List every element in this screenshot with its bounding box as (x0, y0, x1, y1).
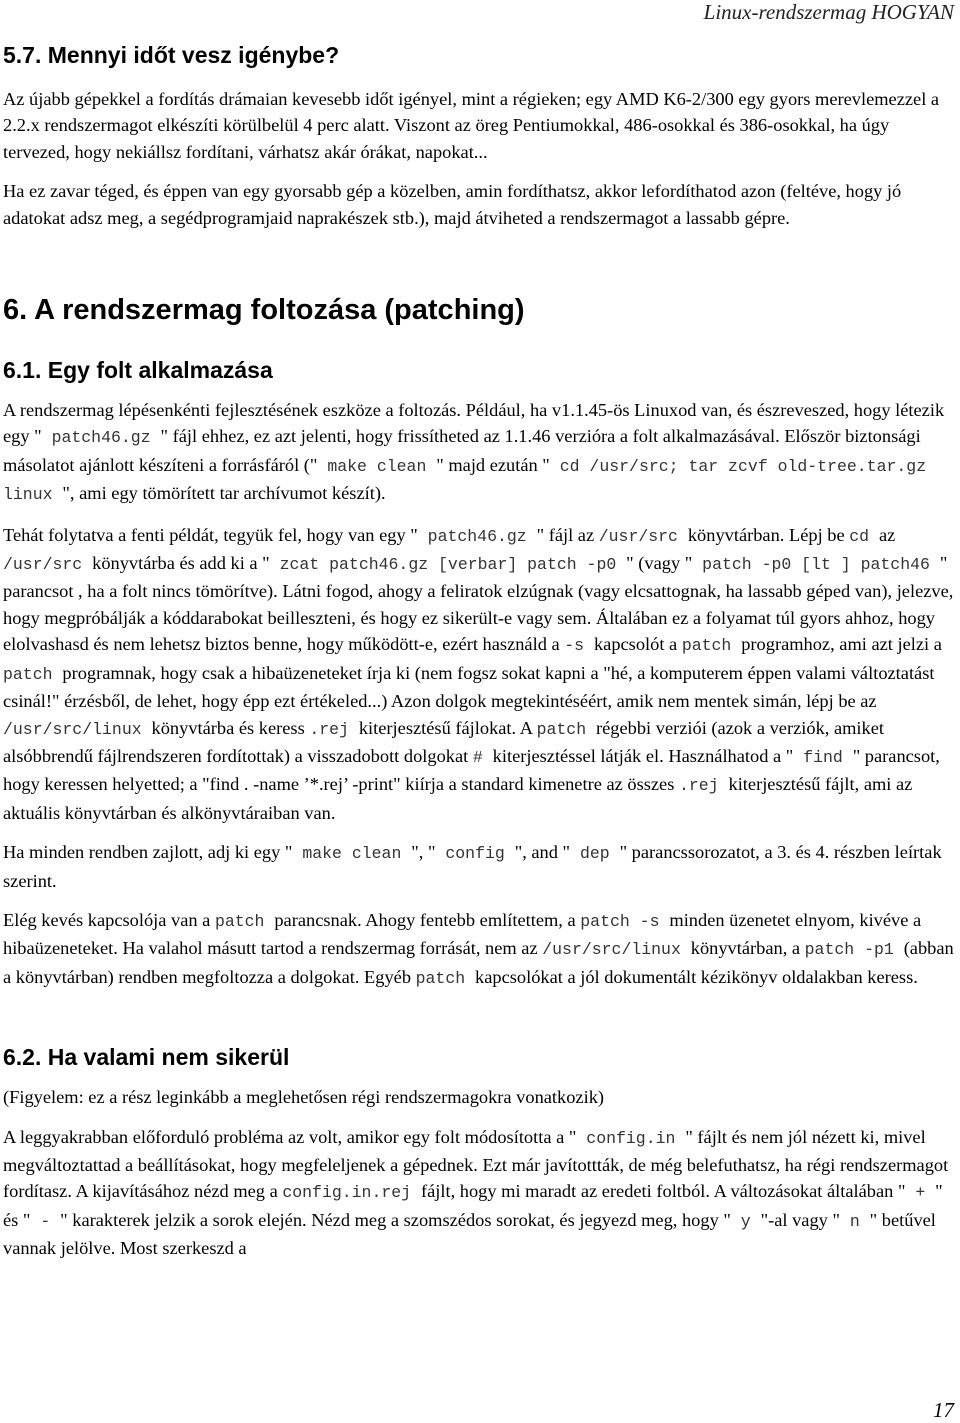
section-5-7-paragraph-1: Az újabb gépekkel a fordítás drámaian kevesebb időt igényel, mint a régieken; egy AMD K6-2/300 egy gyors merevlemezzel a 2.2.x rendszermagot elkészíti körülbelül 4 perc alatt. Viszont az öreg Pentiumokkal, 486-osokkal és 386-osokkal, ha úgy tervezed, hogy nekiállsz fordítani, várhatsz akár órákat, napokat... (3, 89, 940, 162)
inline-code: /usr/src/linux (3, 719, 152, 739)
page-content (3, 40, 958, 1275)
inline-code: dep (570, 844, 620, 864)
section-6-1-paragraph-1: A rendszermag lépésenkénti fejlesztésének eszköze a foltozás. Például, ha v1.1.45-ös Linuxod van, és észreveszed, hogy létezik egy " patch46.gz " fájl ehhez, ez azt jelenti, hogy frissítheted az 1.1.46 verzióra a folt alkalmazásával. Először biztonsági másolatot ajánlott készíteni a forrásfáról (" make clean " majd ezután " cd /usr/src; tar zcvf old-tree.tar.gz linux ", ami egy tömörített tar archívumot készít). (3, 400, 945, 505)
chapter-6-heading: 6. A rendszermag foltozása (patching) (3, 294, 525, 327)
inline-code: config.in.rej (282, 1183, 421, 1203)
inline-code: n (839, 1211, 870, 1231)
inline-code: patch (681, 636, 742, 656)
inline-code: /usr/src (598, 526, 688, 546)
inline-code: patch46.gz (417, 526, 537, 546)
section-6-1-paragraph-3: Ha minden rendben zajlott, adj ki egy " make clean ", " config ", and " dep " parancssorozatot, a 3. és 4. részben leírtak szerint. (3, 842, 942, 891)
section-6-1-paragraph-4: Elég kevés kapcsolója van a patch parancsnak. Ahogy fentebb említettem, a patch -s minden üzenetet elnyom, kivéve a hibaüzeneteket. Ha valahol másutt tartod a rendszermag forrását, nem az /usr/src/linux könyvtárban, a patch -p1 (abban a könyvtárban) rendben megfoltozza a dolgokat. Egyéb patch kapcsolókat a jól dokumentált kézikönyv oldalakban keress. (3, 909, 954, 988)
inline-code: make clean (292, 844, 412, 864)
section-6-2-paragraph-2: A leggyakrabban előforduló probléma az volt, amikor egy folt módosította a " config.in " fájlt és nem jól nézett ki, mivel megváltoztattad a beállításokat, hogy megfeleljenek a gépednek. Ezt már javítottták, de még belefuthatsz, ha régi rendszermagot fordítasz. A kijavításához nézd meg a config.in.rej fájlt, hogy mi maradt az eredeti foltból. A változásokat általában " + " és " - " karakterek jelzik a sorok elején. Nézd meg a szomszédos sorokat, és jegyezd meg, hogy " y "-al vagy " n " betűvel vannak jelölve. Most szerkeszd a (3, 1126, 949, 1259)
inline-code: .rej (678, 776, 729, 796)
inline-code: zcat patch46.gz [verbar] patch -p0 (269, 555, 627, 575)
inline-code: /usr/src/linux (542, 940, 691, 960)
inline-code: patch (3, 664, 63, 684)
inline-code: /usr/src (3, 555, 93, 575)
inline-code: patch (214, 911, 275, 931)
inline-code: cd (849, 526, 879, 546)
inline-code: .rej (309, 719, 359, 739)
inline-code: -s (564, 636, 594, 656)
inline-code: # (472, 747, 493, 767)
inline-code: patch46.gz (41, 428, 161, 448)
inline-code: cd /usr/src; tar zcvf old-tree.tar.gz linux (3, 456, 927, 505)
inline-code: - (30, 1211, 61, 1231)
section-5-7-heading: 5.7. Mennyi időt vesz igénybe? (3, 42, 340, 68)
running-header: Linux-rendszermag HOGYAN (703, 0, 954, 24)
inline-code: y (730, 1211, 761, 1231)
page-number: 17 (933, 1398, 954, 1422)
section-6-1-paragraph-2: Tehát folytatva a fenti példát, tegyük fel, hogy van egy " patch46.gz " fájl az /usr/src könyvtárban. Lépj be cd az /usr/src könyvtárba és add ki a " zcat patch46.gz [verbar] patch -p0 " (vagy " patch -p0 [lt ] patch46 " parancsot , ha a folt nincs tömörítve). Látni fogod, ahogy a feliratok elzúgnak (vagy elcsattognak, ha lassabb géped van), jelezve, hogy megpróbálják a kóddarabokat beilleszteni, és hogy ez sikerült-e vagy sem. Általában ez a folyamat túl gyors ahhoz, hogy elolvashasd és nem lehetsz biztos benne, hogy működött-e, ezért használd a -s kapcsolót a patch programhoz, ami azt jelzi a patch programnak, hogy csak a hibaüzeneteket írja ki (nem fogsz sokat kapni a "hé, a komputerem éppen valami változtatást csinál!" érzésből, de lehet, hogy épp ezt értékeled...) Azon dolgok megtekintéséért, amik nem mentek simán, lépj be az /usr/src/linux könyvtárba és keress .rej kiterjesztésű fájlokat. A patch régebbi verziói (azok a verziók, amiket alsóbbrendű fájlrendszeren fordítottak) a visszadobott dolgokat # kiterjesztéssel látják el. Használhatod a " find " parancsot, hogy keressen helyetted; a "find . -name ’*.rej’ -print" kiírja a standard kimenetre az összes .rej kiterjesztésű fájlt, ami az aktuális könyvtárban és alkönyvtáraiban van. (3, 524, 954, 823)
inline-code: patch -p1 (804, 940, 904, 960)
inline-code: config.in (576, 1128, 686, 1148)
inline-code: patch -s (580, 911, 670, 931)
inline-code: find (793, 747, 853, 767)
inline-code: patch -p0 [lt ] patch46 (692, 555, 940, 575)
inline-code: make clean (317, 456, 437, 476)
inline-code: patch (536, 719, 597, 739)
inline-code: patch (415, 968, 476, 988)
section-6-1-heading: 6.1. Egy folt alkalmazása (3, 357, 273, 384)
section-5-7-paragraph-2: Ha ez zavar téged, és éppen van egy gyorsabb gép a közelben, amin fordíthatsz, akkor lefordíthatod azon (feltéve, hogy jó adatokat adsz meg, a segédprogramjaid naprakészek stb.), majd átviheted a rendszermagot a lassabb gépre. (3, 181, 902, 228)
section-6-2-heading: 6.2. Ha valami nem sikerül (3, 1044, 290, 1071)
inline-code: + (905, 1183, 936, 1203)
section-6-2-paragraph-1: (Figyelem: ez a rész leginkább a meglehetősen régi rendszermagokra vonatkozik) (3, 1087, 605, 1108)
inline-code: config (435, 844, 515, 864)
